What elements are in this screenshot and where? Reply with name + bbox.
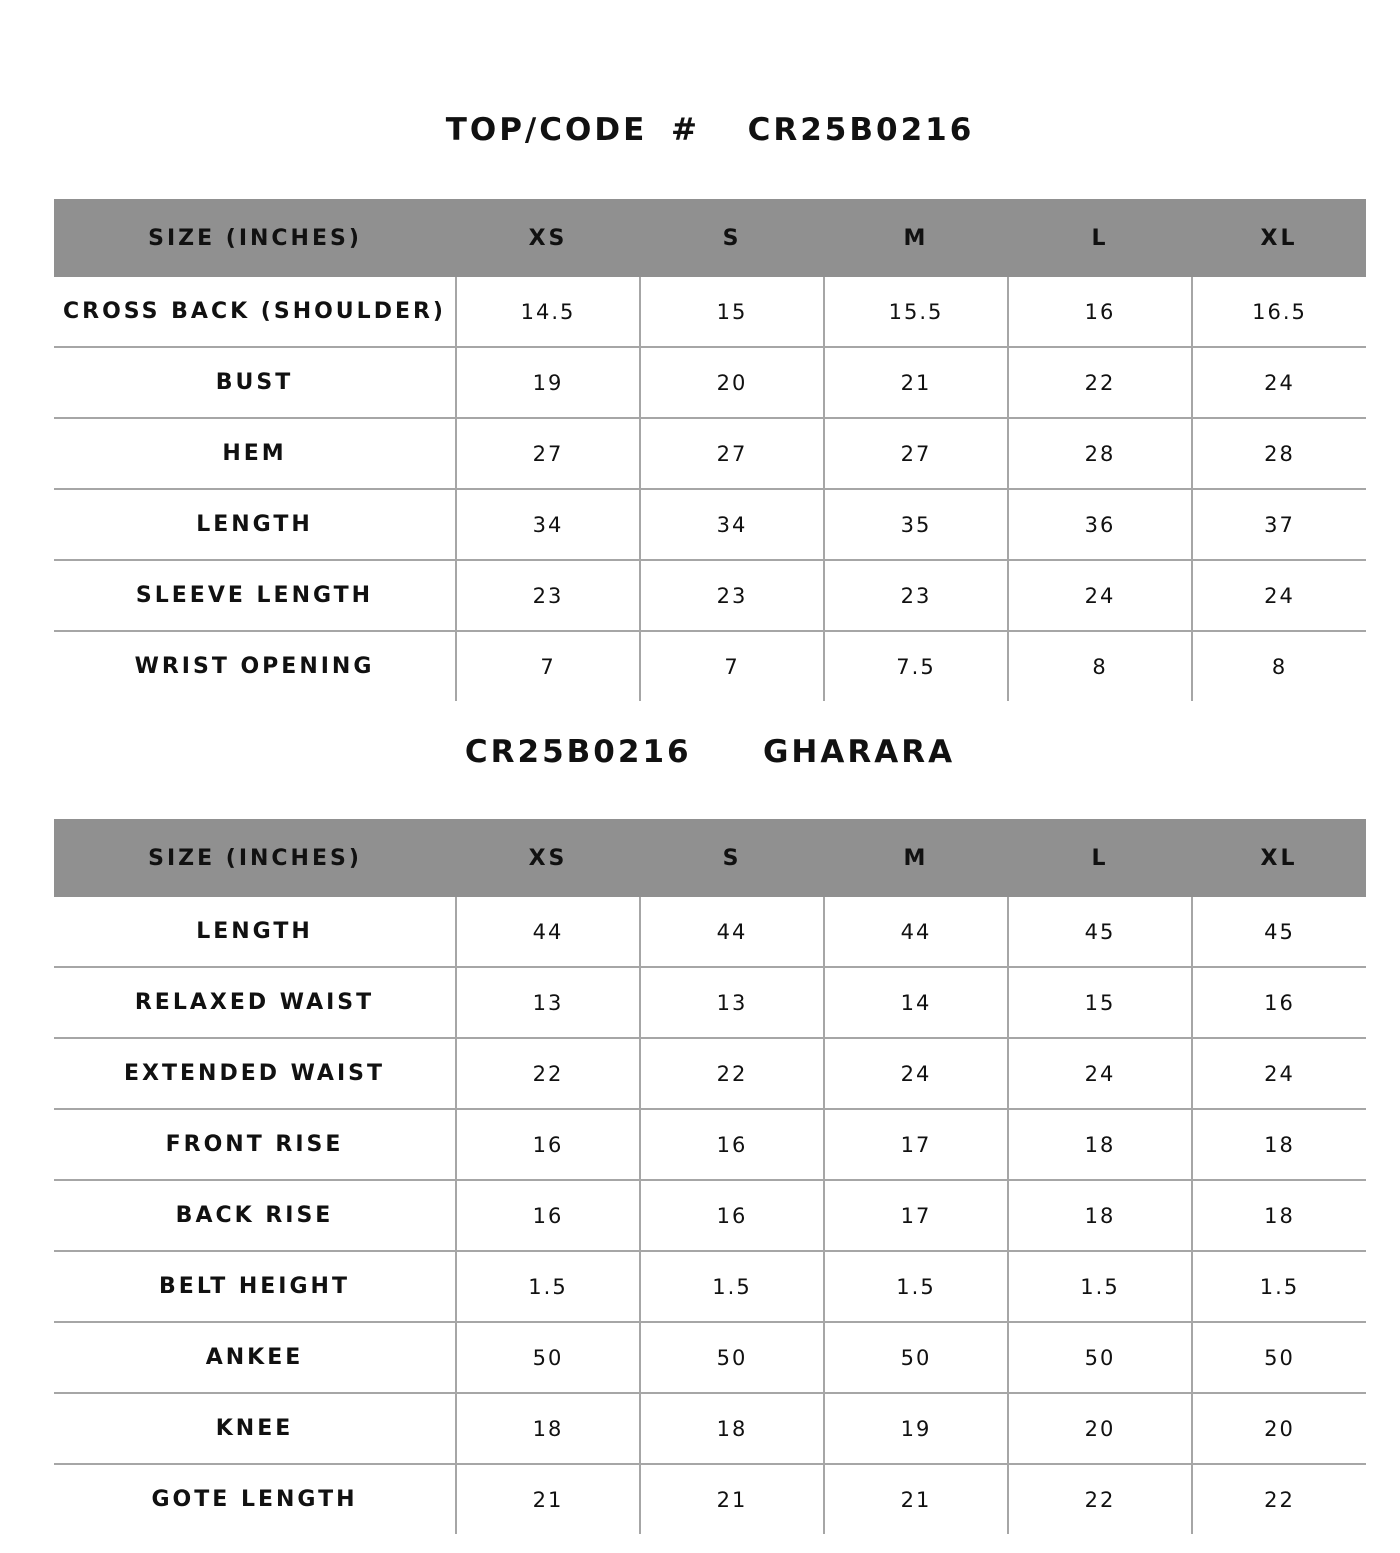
table-row (54, 560, 1366, 631)
measurement-label-extended-waist: EXTENDED WAIST (54, 1038, 456, 1109)
size-header-s: S (640, 819, 824, 897)
measurement-value-s: 23 (640, 560, 824, 631)
measurement-value-xl: 20 (1192, 1393, 1366, 1464)
measurement-value-m: 19 (824, 1393, 1008, 1464)
measurement-value-xl: 50 (1192, 1322, 1366, 1393)
measurement-value-xs: 27 (456, 418, 640, 489)
measurement-label-length: LENGTH (196, 919, 313, 944)
measurement-value-s: 34 (640, 489, 824, 560)
measurement-value-s: 18 (640, 1393, 824, 1464)
measurement-value-s: 7 (640, 631, 824, 701)
measurement-value-l: 16 (1008, 277, 1192, 347)
measurement-value-xs: 16 (456, 1109, 640, 1180)
measurement-value-xs: 44 (456, 897, 640, 967)
measurement-value-l: 18 (1008, 1180, 1192, 1251)
measurement-label-gote-length: GOTE LENGTH (54, 1464, 456, 1534)
measurement-value-m: 35 (824, 489, 1008, 560)
measurement-value-l: 8 (1008, 631, 1192, 701)
measurement-label-knee: KNEE (54, 1393, 456, 1464)
table-row (54, 631, 1366, 701)
measurement-value-xl: 8 (1192, 631, 1366, 701)
measurement-label-wrist-opening: WRIST OPENING (54, 631, 456, 701)
measurement-value-l: 1.5 (1008, 1251, 1192, 1322)
size-header-xl: XL (1192, 819, 1366, 897)
measurement-label-hem: HEM (54, 418, 456, 489)
table-row (54, 347, 1366, 418)
size-header-m: M (824, 819, 1008, 897)
measurement-label-front-rise: FRONT RISE (54, 1109, 456, 1180)
measurement-value-xl: 18 (1192, 1109, 1366, 1180)
measurement-value-xs: 18 (456, 1393, 640, 1464)
table-row (54, 489, 1366, 560)
measurement-value-l: 36 (1008, 489, 1192, 560)
size-header-xs: XS (456, 199, 640, 277)
measurement-value-s: 22 (640, 1038, 824, 1109)
measurement-value-xs: 19 (456, 347, 640, 418)
measurement-value-s: 13 (640, 967, 824, 1038)
measurement-value-s: 21 (640, 1464, 824, 1534)
table-row (54, 897, 1366, 967)
measurement-value-s: 27 (640, 418, 824, 489)
measurement-value-xs: 1.5 (456, 1251, 640, 1322)
table-row (54, 1251, 1366, 1322)
measurement-value-m: 21 (824, 1464, 1008, 1534)
size-header-l: L (1008, 199, 1192, 277)
measurement-value-s: 16 (640, 1109, 824, 1180)
measurement-value-m: 27 (824, 418, 1008, 489)
measurement-value-xl: 28 (1192, 418, 1366, 489)
measurement-label-ankee: ANKEE (54, 1322, 456, 1393)
measurement-value-s: 20 (640, 347, 824, 418)
measurement-value-xs: 34 (456, 489, 640, 560)
measurement-value-xl: 18 (1192, 1180, 1366, 1251)
header-row (54, 819, 1366, 897)
measurement-value-m: 50 (824, 1322, 1008, 1393)
measurement-value-xs: 13 (456, 967, 640, 1038)
table-row (54, 1322, 1366, 1393)
measurement-value-xs: 22 (456, 1038, 640, 1109)
table-row (54, 1464, 1366, 1534)
measurement-value-l: 22 (1008, 347, 1192, 418)
measurement-value-xl: 16 (1192, 967, 1366, 1038)
measurement-label-bust: BUST (54, 347, 456, 418)
table-row (54, 1109, 1366, 1180)
measurement-value-m: 44 (824, 897, 1008, 967)
measurement-value-xs: 7 (456, 631, 640, 701)
measurement-value-l: 15 (1008, 967, 1192, 1038)
measurement-value-xs: 21 (456, 1464, 640, 1534)
measurement-value-l: 24 (1008, 560, 1192, 631)
size-header-xl: XL (1192, 199, 1366, 277)
table-row (54, 1393, 1366, 1464)
table-row (54, 418, 1366, 489)
size-label-header: SIZE (INCHES) (54, 199, 456, 277)
measurement-value-xl: 1.5 (1192, 1251, 1366, 1322)
measurement-value-m: 15.5 (824, 277, 1008, 347)
top-size-chart-table (54, 199, 1366, 701)
measurement-value-l: 22 (1008, 1464, 1192, 1534)
measurement-label-sleeve-length: SLEEVE LENGTH (54, 560, 456, 631)
measurement-value-m: 1.5 (824, 1251, 1008, 1322)
size-header-m: M (824, 199, 1008, 277)
header-row (54, 199, 1366, 277)
measurement-value-xl: 24 (1192, 1038, 1366, 1109)
size-header-s: S (640, 199, 824, 277)
measurement-value-s: 1.5 (640, 1251, 824, 1322)
measurement-value-s: 16 (640, 1180, 824, 1251)
measurement-label-back-rise: BACK RISE (54, 1180, 456, 1251)
measurement-value-m: 17 (824, 1109, 1008, 1180)
measurement-value-xl: 37 (1192, 489, 1366, 560)
table-row (54, 277, 1366, 347)
measurement-label-length: LENGTH (54, 489, 456, 560)
measurement-value-m: 23 (824, 560, 1008, 631)
gharara-size-chart-table (54, 819, 1366, 1534)
top-size-chart-title: TOP/CODE # CR25B0216 (445, 112, 975, 148)
measurement-value-l: 45 (1008, 897, 1192, 967)
measurement-value-xl: 24 (1192, 347, 1366, 418)
measurement-value-m: 17 (824, 1180, 1008, 1251)
measurement-label-relaxed-waist: RELAXED WAIST (54, 967, 456, 1038)
measurement-label-cross-back-shoulder: CROSS BACK (SHOULDER) (63, 299, 446, 324)
table-row (54, 967, 1366, 1038)
measurement-value-m: 24 (824, 1038, 1008, 1109)
measurement-value-l: 18 (1008, 1109, 1192, 1180)
size-header-l: L (1008, 819, 1192, 897)
measurement-value-xl: 16.5 (1192, 277, 1366, 347)
measurement-value-s: 15 (640, 277, 824, 347)
table-row (54, 1180, 1366, 1251)
measurement-value-xl: 24 (1192, 560, 1366, 631)
measurement-value-xs: 16 (456, 1180, 640, 1251)
measurement-value-m: 7.5 (824, 631, 1008, 701)
measurement-value-l: 28 (1008, 418, 1192, 489)
measurement-label-belt-height: BELT HEIGHT (54, 1251, 456, 1322)
measurement-value-xs: 14.5 (456, 277, 640, 347)
measurement-value-xl: 45 (1192, 897, 1366, 967)
measurement-value-xs: 50 (456, 1322, 640, 1393)
measurement-value-s: 50 (640, 1322, 824, 1393)
size-label-header: SIZE (INCHES) (54, 819, 456, 897)
measurement-value-xl: 22 (1192, 1464, 1366, 1534)
measurement-value-l: 24 (1008, 1038, 1192, 1109)
table-row (54, 1038, 1366, 1109)
measurement-value-m: 14 (824, 967, 1008, 1038)
gharara-size-chart-title: CR25B0216 GHARARA (464, 734, 956, 770)
measurement-value-l: 20 (1008, 1393, 1192, 1464)
measurement-value-s: 44 (640, 897, 824, 967)
size-header-xs: XS (456, 819, 640, 897)
measurement-value-xs: 23 (456, 560, 640, 631)
measurement-value-l: 50 (1008, 1322, 1192, 1393)
measurement-value-m: 21 (824, 347, 1008, 418)
